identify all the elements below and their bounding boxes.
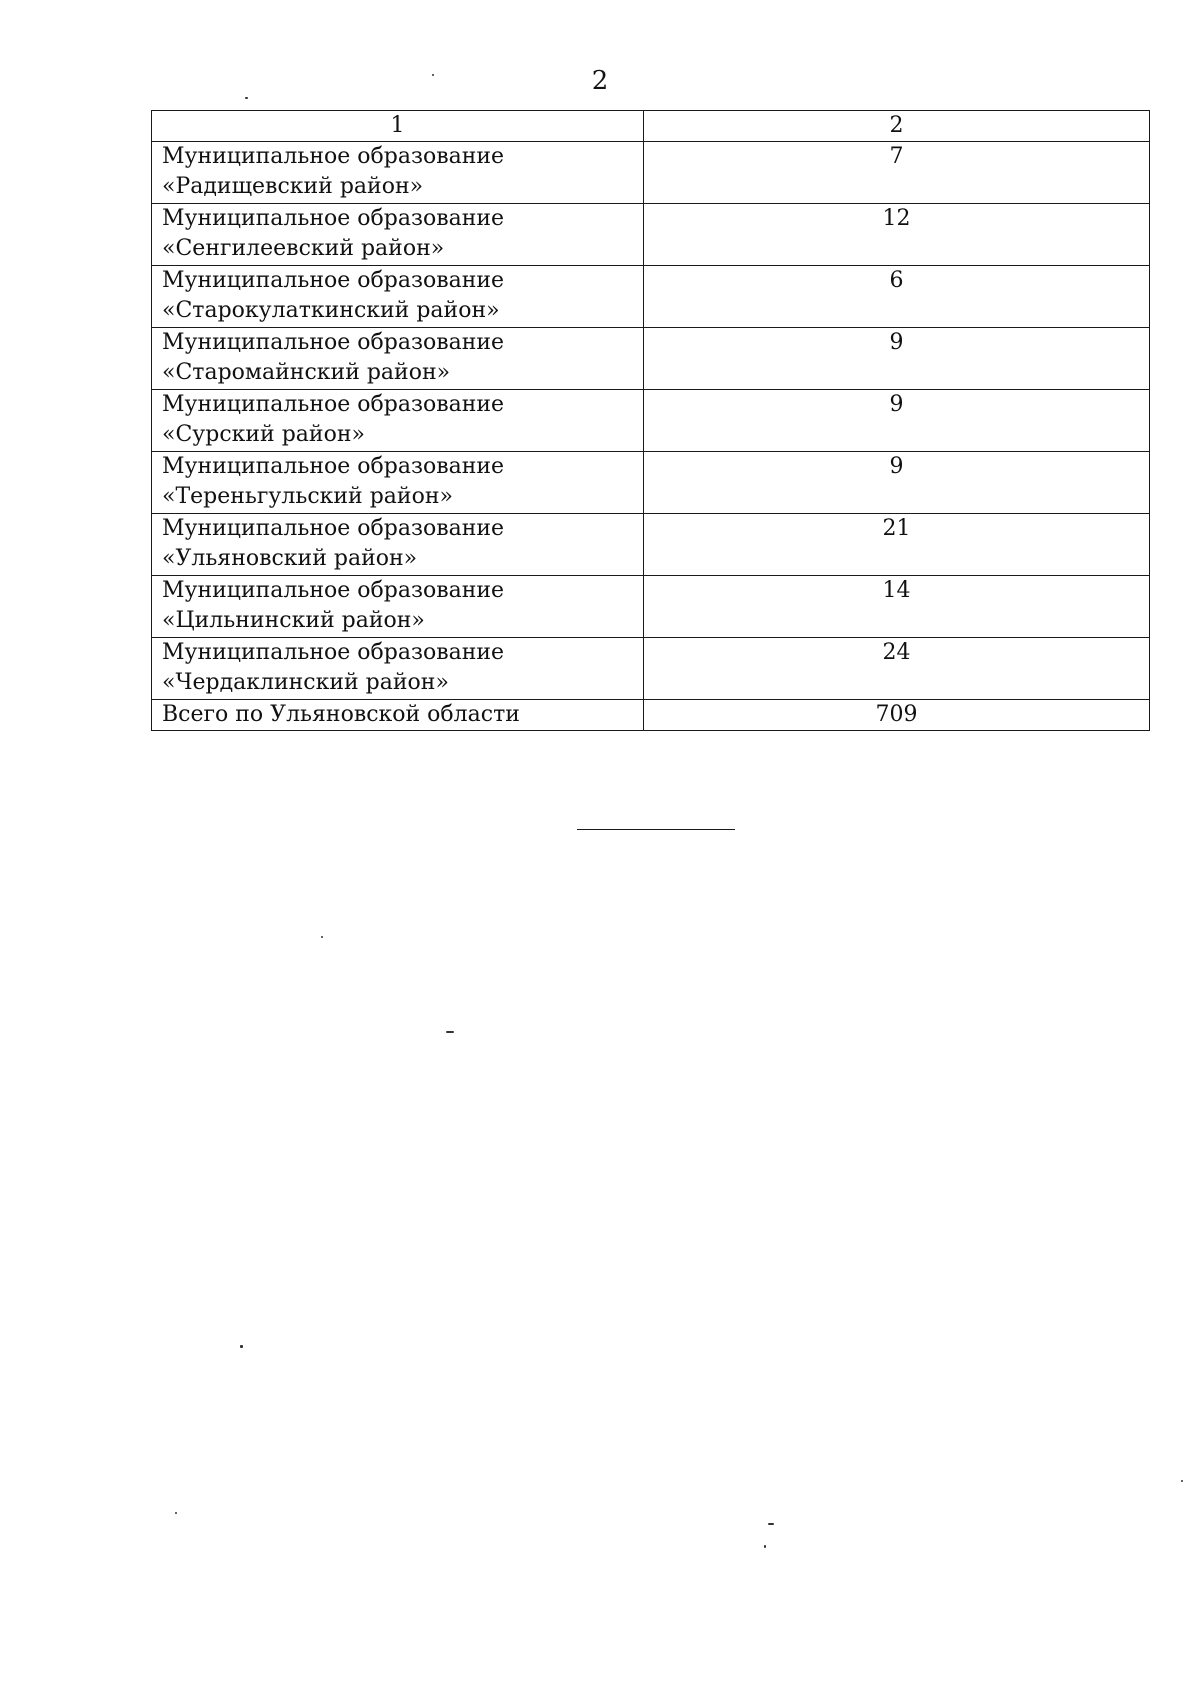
municipality-district-label: «Тереньгульский район» xyxy=(162,484,453,509)
table-row xyxy=(152,204,1150,266)
column-header-1: 1 xyxy=(152,111,644,142)
count-cell: 9 xyxy=(644,390,1150,452)
table-row xyxy=(152,328,1150,390)
municipality-name-cell xyxy=(152,638,644,700)
table-row xyxy=(152,266,1150,328)
table-row xyxy=(152,452,1150,514)
allocation-table xyxy=(151,110,1150,731)
column-header-2: 2 xyxy=(644,111,1150,142)
municipality-district-label: «Сенгилеевский район» xyxy=(162,236,445,261)
count-cell: 9 xyxy=(644,328,1150,390)
table-row xyxy=(152,390,1150,452)
municipality-type-label: Муниципальное образование xyxy=(162,454,505,479)
page-number: 2 xyxy=(591,66,609,96)
municipality-type-label: Муниципальное образование xyxy=(162,640,505,665)
municipality-district-label: «Старокулаткинский район» xyxy=(162,298,500,323)
municipality-name-cell xyxy=(152,576,644,638)
table-row xyxy=(152,514,1150,576)
municipality-type-label: Муниципальное образование xyxy=(162,206,505,231)
scan-speck xyxy=(768,1523,774,1525)
scan-speck xyxy=(240,1345,243,1348)
scan-speck xyxy=(245,97,248,99)
municipality-name-cell xyxy=(152,266,644,328)
municipality-type-label: Муниципальное образование xyxy=(162,330,505,355)
count-cell: 6 xyxy=(644,266,1150,328)
municipality-district-label: «Старомайнский район» xyxy=(162,360,451,385)
table-row xyxy=(152,576,1150,638)
municipality-type-label: Муниципальное образование xyxy=(162,144,505,169)
scan-speck xyxy=(321,936,323,938)
count-cell: 7 xyxy=(644,142,1150,204)
end-of-document-rule xyxy=(577,829,735,830)
total-row xyxy=(152,700,1150,731)
scan-speck xyxy=(446,1031,454,1033)
count-cell: 12 xyxy=(644,204,1150,266)
scan-speck xyxy=(175,1512,177,1514)
municipality-district-label: «Ульяновский район» xyxy=(162,546,418,571)
scan-speck xyxy=(432,74,434,76)
total-value: 709 xyxy=(644,700,1150,731)
total-label: Всего по Ульяновской области xyxy=(152,700,644,731)
table-row xyxy=(152,638,1150,700)
municipality-name-cell xyxy=(152,390,644,452)
count-cell: 24 xyxy=(644,638,1150,700)
municipality-district-label: «Сурский район» xyxy=(162,422,365,447)
count-cell: 21 xyxy=(644,514,1150,576)
count-cell: 14 xyxy=(644,576,1150,638)
municipality-name-cell xyxy=(152,328,644,390)
municipality-district-label: «Цильнинский район» xyxy=(162,608,425,633)
municipality-type-label: Муниципальное образование xyxy=(162,578,505,603)
table-header-row xyxy=(152,111,1150,142)
scan-speck xyxy=(764,1545,766,1548)
table-row xyxy=(152,142,1150,204)
municipality-type-label: Муниципальное образование xyxy=(162,516,505,541)
municipality-name-cell xyxy=(152,142,644,204)
municipality-district-label: «Радищевский район» xyxy=(162,174,424,199)
scan-speck xyxy=(1181,1480,1183,1482)
municipality-district-label: «Чердаклинский район» xyxy=(162,670,449,695)
municipality-type-label: Муниципальное образование xyxy=(162,268,505,293)
municipality-type-label: Муниципальное образование xyxy=(162,392,505,417)
municipality-name-cell xyxy=(152,204,644,266)
count-cell: 9 xyxy=(644,452,1150,514)
municipality-name-cell xyxy=(152,452,644,514)
municipality-name-cell xyxy=(152,514,644,576)
